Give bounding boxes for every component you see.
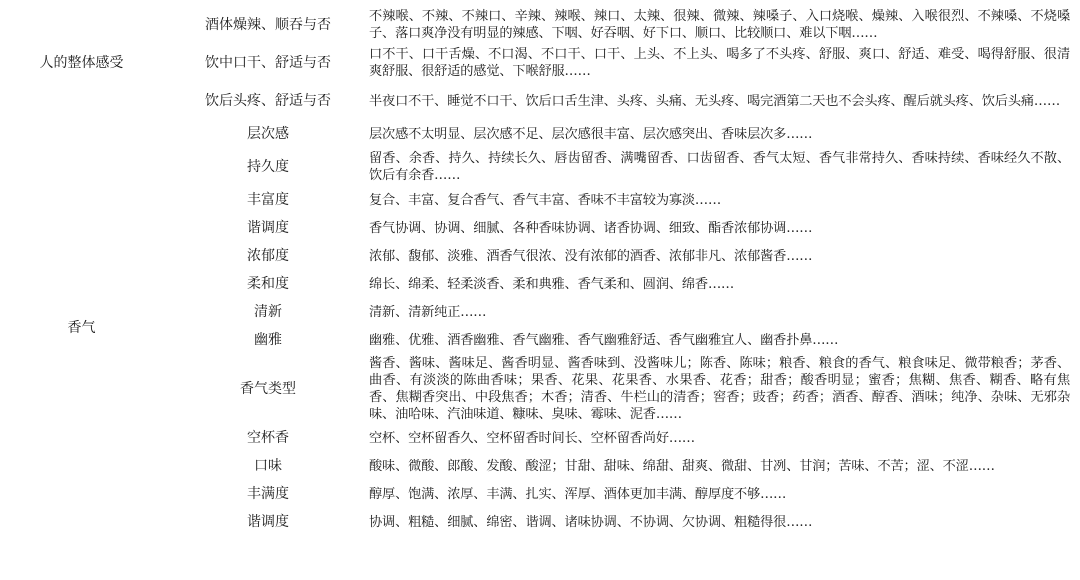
- category-overall-feeling: 人的整体感受: [39, 54, 124, 71]
- descriptor-list: 不辣喉、不辣、不辣口、辛辣、辣喉、辣口、太辣、很辣、微辣、辣嗓子、入口烧喉、燥辣、入喉很烈、不辣嗓、不烧嗓子、落口爽净没有明显的辣感、下咽、好吞咽、好下口、顺口、比较顺口、难以下咽……: [369, 9, 1070, 41]
- descriptor-list: 半夜口不干、睡觉不口干、饮后口舌生津、头疼、头痛、无头疼、喝完酒第二天也不会头疼、醒后就头疼、饮后头痛……: [369, 93, 1060, 109]
- subcategory-label: 饮后头疼、舒适与否: [205, 92, 331, 109]
- subcategory-label: 幽雅: [254, 331, 282, 348]
- descriptor-list: 层次感不太明显、层次感不足、层次感很丰富、层次感突出、香味层次多……: [369, 126, 813, 142]
- descriptor-list: 复合、丰富、复合香气、香气丰富、香味不丰富较为寡淡……: [369, 192, 722, 208]
- table-row: [0, 6, 1070, 44]
- descriptor-list: 幽雅、优雅、酒香幽雅、香气幽雅、香气幽雅舒适、香气幽雅宜人、幽香扑鼻……: [369, 332, 839, 348]
- subcategory-label: 层次感: [247, 125, 289, 142]
- descriptor-list: 醇厚、饱满、浓厚、丰满、扎实、浑厚、酒体更加丰满、醇厚度不够……: [369, 486, 787, 502]
- subcategory-label: 丰满度: [247, 485, 289, 502]
- descriptor-list: 留香、余香、持久、持续长久、唇齿留香、满嘴留香、口齿留香、香气太短、香气非常持久、香味持续、香味经久不散、饮后有余香……: [369, 151, 1070, 183]
- vocabulary-table: [0, 6, 1070, 536]
- subcategory-label: 谐调度: [247, 513, 289, 530]
- descriptor-list: 协调、粗糙、细腻、绵密、谐调、诸味协调、不协调、欠协调、粗糙得很……: [369, 514, 813, 530]
- category-aroma: 香气: [67, 319, 96, 336]
- subcategory-label: 香气类型: [240, 380, 296, 397]
- subcategory-label: 清新: [254, 303, 282, 320]
- subcategory-label: 柔和度: [247, 275, 289, 292]
- table-row: [0, 120, 1070, 148]
- subcategory-label: 饮中口干、舒适与否: [205, 54, 331, 71]
- subcategory-label: 口味: [254, 457, 282, 474]
- descriptor-list: 绵长、绵柔、轻柔淡香、柔和典雅、香气柔和、圆润、绵香……: [369, 276, 735, 292]
- subcategory-label: 空杯香: [247, 429, 289, 446]
- descriptor-list: 酸味、微酸、郎酸、发酸、酸涩；甘甜、甜味、绵甜、甜爽、微甜、甘冽、甘润；苦味、不苦；涩、不涩……: [369, 458, 995, 474]
- descriptor-list: 酱香、酱味、酱味足、酱香明显、酱香味到、没酱味儿；陈香、陈味；粮香、粮食的香气、粮食味足、微带粮香；茅香、曲香、有淡淡的陈曲香味；果香、花果、花果香、水果香、花香；甜香；酸香明显；蜜香；焦糊、焦香、糊香、略有焦香、焦糊香突出、中段焦香；木香；清香、牛栏山的清香；窖香；豉香；药香；酒香、醇香、酒味；纯净、杂味、无邪杂味、油哈味、汽油味道、糠味、臭味、霉味、泥香……: [369, 356, 1070, 422]
- subcategory-label: 丰富度: [247, 191, 289, 208]
- descriptor-list: 浓郁、馥郁、淡雅、酒香气很浓、没有浓郁的酒香、浓郁非凡、浓郁酱香……: [369, 248, 813, 264]
- descriptor-list: 口不干、口干舌燥、不口渴、不口干、口干、上头、不上头、喝多了不头疼、舒服、爽口、舒适、难受、喝得舒服、很清爽舒服、很舒适的感觉、下喉舒服……: [369, 47, 1070, 79]
- descriptor-list: 空杯、空杯留香久、空杯留香时间长、空杯留香尚好……: [369, 430, 695, 446]
- descriptor-list: 清新、清新纯正……: [369, 304, 487, 320]
- subcategory-label: 酒体燥辣、顺吞与否: [205, 16, 331, 33]
- subcategory-label: 谐调度: [247, 219, 289, 236]
- subcategory-label: 持久度: [247, 158, 289, 175]
- subcategory-label: 浓郁度: [247, 247, 289, 264]
- descriptor-list: 香气协调、协调、细腻、各种香味协调、诸香协调、细致、酯香浓郁协调……: [369, 220, 813, 236]
